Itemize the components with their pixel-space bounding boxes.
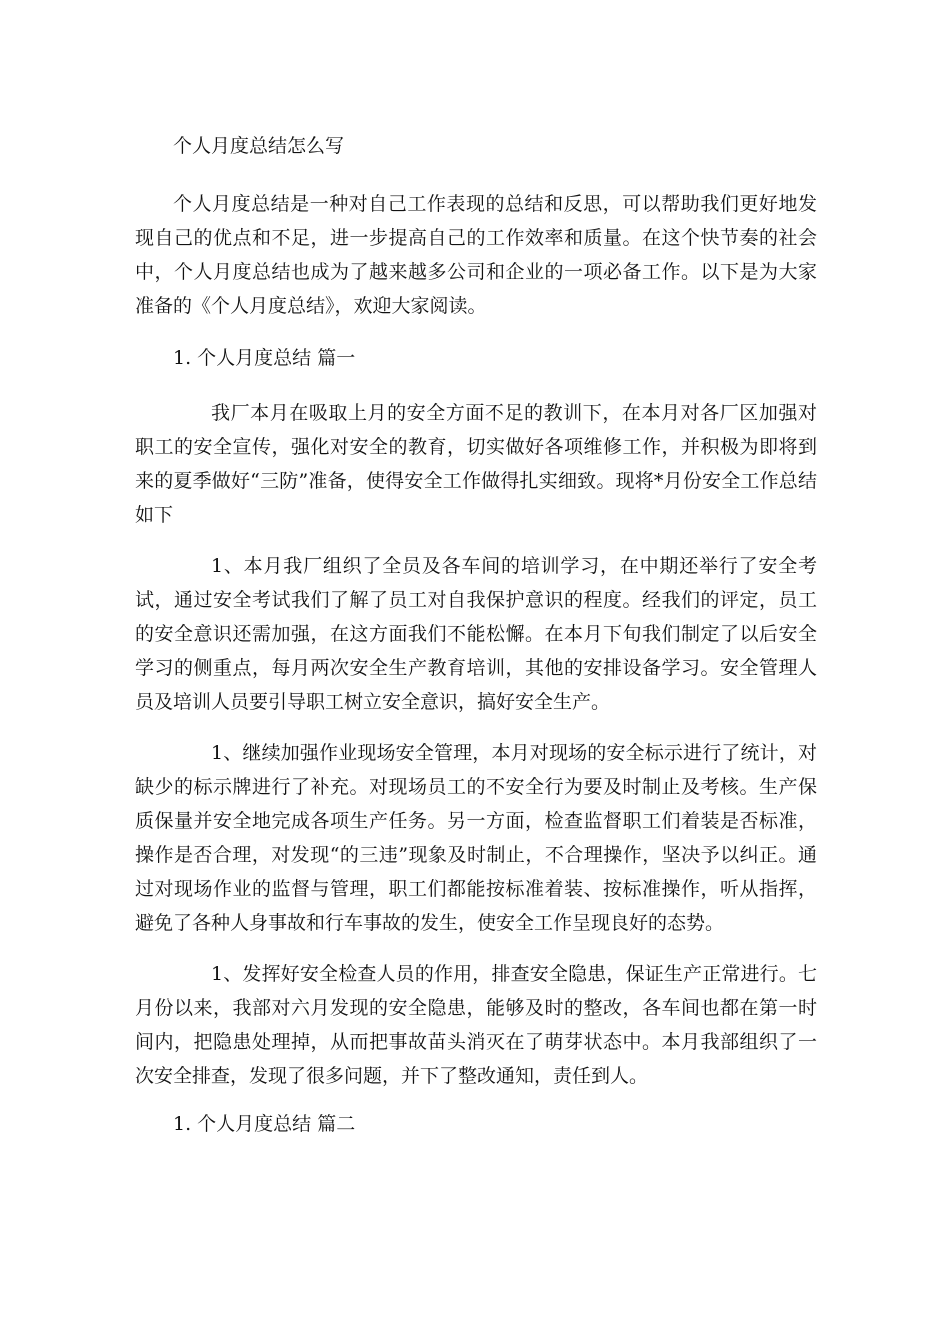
section-heading-part2: 1. 个人月度总结 篇二 [173, 1113, 356, 1135]
part1-item-training: 1、本月我厂组织了全员及各车间的培训学习，在中期还举行了安全考试，通过安全考试我们了解了员工对自我保护意识的程度。经我们的评定，员工的安全意识还需加强，在这方面我们不能松懈。在本月下旬我们制定了以后安全学习的侧重点，每月两次安全生产教育培训，其他的安排设备学习。安全管理人员及培训人员要引导职工树立安全意识，搞好安全生产。 [135, 555, 817, 713]
section-heading-part1: 1. 个人月度总结 篇一 [173, 347, 356, 369]
part1-item-site-management: 1、继续加强作业现场安全管理，本月对现场的安全标示进行了统计，对缺少的标示牌进行了补充。对现场员工的不安全行为要及时制止及考核。生产保质保量并安全地完成各项生产任务。另一方面，检查监督职工们着装是否标准，操作是否合理，对发现“的三违”现象及时制止，不合理操作，坚决予以纠正。通过对现场作业的监督与管理，职工们都能按标准着装、按标准操作，听从指挥，避免了各种人身事故和行车事故的发生，使安全工作呈现良好的态势。 [135, 742, 817, 934]
document-title: 个人月度总结怎么写 [173, 135, 345, 157]
part1-item-inspection: 1、发挥好安全检查人员的作用，排查安全隐患，保证生产正常进行。七月份以来，我部对六月发现的安全隐患，能够及时的整改，各车间也都在第一时间内，把隐患处理掉，从而把事故苗头消灭在了萌芽状态中。本月我部组织了一次安全排查，发现了很多问题，并下了整改通知，责任到人。 [135, 963, 817, 1087]
intro-paragraph: 个人月度总结是一种对自己工作表现的总结和反思，可以帮助我们更好地发现自己的优点和不足，进一步提高自己的工作效率和质量。在这个快节奏的社会中，个人月度总结也成为了越来越多公司和企业的一项必备工作。以下是为大家准备的《个人月度总结》，欢迎大家阅读。 [135, 193, 817, 317]
part1-summary-paragraph: 我厂本月在吸取上月的安全方面不足的教训下，在本月对各厂区加强对职工的安全宣传，强化对安全的教育，切实做好各项维修工作，并积极为即将到来的夏季做好“三防”准备，使得安全工作做得扎实细致。现将*月份安全工作总结如下 [135, 402, 817, 526]
